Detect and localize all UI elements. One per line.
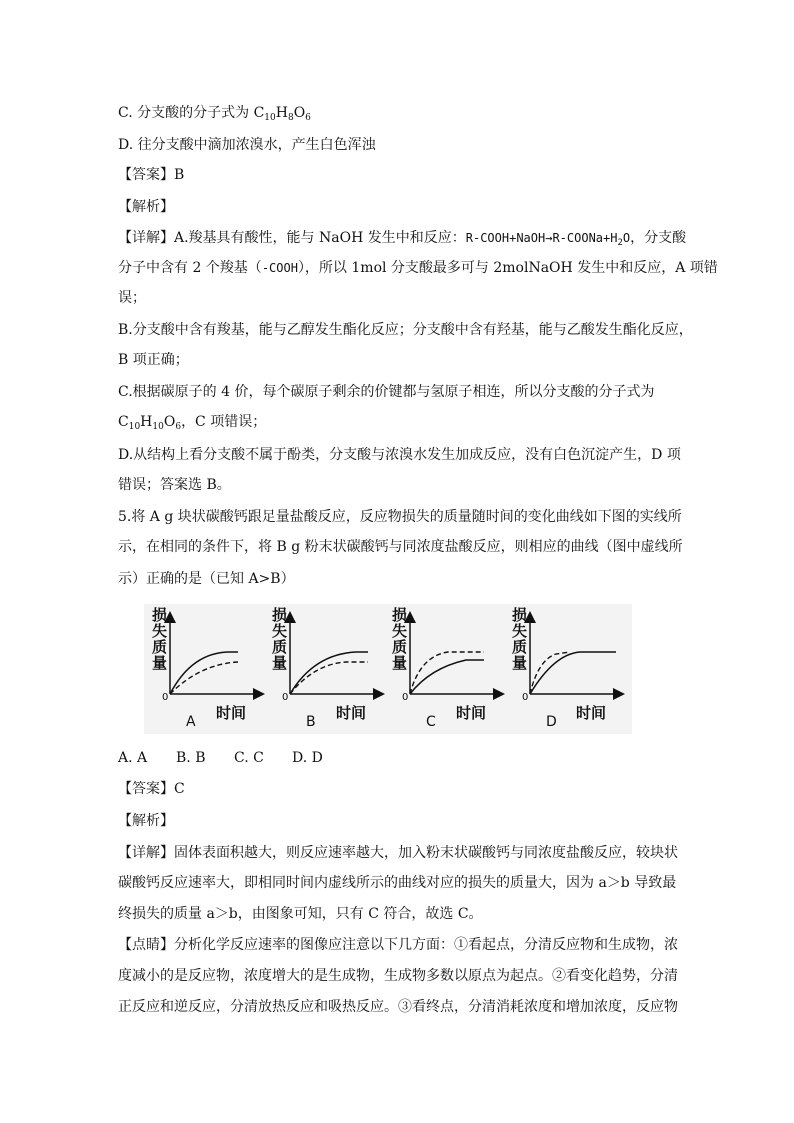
tip-line-3: 正反应和逆反应，分清放热反应和吸热反应。③看终点，分清消耗浓度和增加浓度，反应物 (118, 999, 678, 1015)
tip-line-2: 度减小的是反应物，浓度增大的是生成物，生成物多数以原点为起点。②看变化趋势，分清 (118, 968, 678, 984)
origin-label: 0 (282, 692, 289, 703)
answer-1: 【答案】B (118, 167, 185, 183)
analysis-heading-1: 【解析】 (118, 199, 174, 215)
graph-panel-b (272, 606, 382, 730)
detail-line-1: 【详解】固体表面积越大，则反应速率越大，加入粉末状碳酸钙与同浓度盐酸反应，较块状 (118, 845, 678, 861)
curve-group (530, 652, 616, 694)
x-axis-label: 时间 (456, 704, 487, 722)
origin-label: 0 (522, 692, 529, 703)
option-d-line: D. 往分支酸中滴加浓溴水，产生白色浑浊 (118, 137, 376, 153)
solid-curve (410, 660, 484, 694)
option-d[interactable]: D. D (292, 750, 323, 766)
dashed-curve (530, 652, 570, 694)
dashed-curve (410, 652, 484, 694)
solid-curve (170, 652, 238, 694)
y-axis-label-char: 损 (512, 606, 528, 624)
analysis-d-line-2: 错误；答案选 B。 (118, 477, 231, 493)
analysis-d-line-1: D.从结构上看分支酸不属于酚类，分支酸与浓溴水发生加成反应，没有白色沉淀产生，D 项 (118, 447, 681, 463)
y-axis-label-char: 失 (392, 622, 408, 640)
origin-label: 0 (402, 692, 409, 703)
y-axis-label-char: 质 (392, 638, 408, 656)
graph-panel-d (512, 606, 622, 730)
y-axis-label-char: 失 (272, 622, 288, 640)
curve-group (410, 652, 484, 694)
panel-letter-label: C (426, 714, 436, 730)
y-axis-label-char: 质 (152, 638, 168, 656)
solid-curve (290, 652, 368, 694)
y-axis-label-char: 失 (152, 622, 168, 640)
question-5-line-3: 示）正确的是（已知 A>B） (118, 571, 295, 587)
origin-label: 0 (162, 692, 169, 703)
y-axis-label-char: 损 (152, 606, 168, 624)
question-5-figure (144, 604, 632, 734)
analysis-b-line-1: B.分支酸中含有羧基，能与乙醇发生酯化反应；分支酸中含有羟基，能与乙酸发生酯化反应， (118, 322, 693, 338)
detail-line-2: 碳酸钙反应速率大，即相同时间内虚线所示的曲线对应的损失的质量大，因为 a＞b 导致最 (118, 875, 677, 891)
y-axis-label-char: 失 (512, 622, 528, 640)
option-c[interactable]: C. C (234, 750, 264, 766)
x-axis-label: 时间 (576, 704, 607, 722)
y-axis-label-char: 损 (272, 606, 288, 624)
analysis-heading-2: 【解析】 (118, 813, 174, 829)
y-axis-label-char: 质 (272, 638, 288, 656)
option-b[interactable]: B. B (176, 750, 206, 766)
y-axis-label-char: 损 (392, 606, 408, 624)
y-axis-label-char: 量 (152, 654, 168, 672)
graph-panel-a (152, 606, 262, 730)
detail-line-3: 终损失的质量 a＞b，由图象可知，只有 C 符合，故选 C。 (118, 906, 483, 922)
tip-line-1: 【点睛】分析化学反应速率的图像应注意以下几方面：①看起点，分清反应物和生成物，浓 (118, 937, 678, 953)
option-a[interactable]: A. A (118, 750, 148, 766)
analysis-a-line-2: 分子中含有 2 个羧基（-COOH），所以 1mol 分支酸最多可与 2molNaOH 发生中和反应，A 项错 (118, 260, 718, 276)
option-c-line: C. 分支酸的分子式为 $C_{10}H_8O_6$ (118, 105, 311, 123)
analysis-a-line-1: 【详解】A.羧基具有酸性，能与 NaOH 发生中和反应：$R-COOH+NaOH\to R-COONa+H_2O$，分支酸 (118, 230, 687, 248)
solid-curve (530, 652, 616, 694)
analysis-c-line-1: C.根据碳原子的 4 价，每个碳原子剩余的价键都与氢原子相连，所以分支酸的分子式为 (118, 384, 655, 400)
panel-letter-label: D (546, 714, 557, 730)
question-5-line-1: 5.将 A g 块状碳酸钙跟足量盐酸反应，反应物损失的质量随时间的变化曲线如下图的实线所 (118, 509, 682, 525)
answer-2: 【答案】C (118, 781, 185, 797)
y-axis-label-char: 量 (392, 654, 408, 672)
question-5-line-2: 示，在相同的条件下，将 B g 粉末状碳酸钙与同浓度盐酸反应，则相应的曲线（图中虚线所 (118, 539, 683, 555)
curve-group (170, 652, 238, 694)
x-axis-label: 时间 (336, 704, 367, 722)
y-axis-label-char: 质 (512, 638, 528, 656)
analysis-a-line-3: 误； (118, 290, 146, 306)
analysis-b-line-2: B 项正确； (118, 352, 189, 368)
y-axis-label-char: 量 (512, 654, 528, 672)
x-axis-label: 时间 (216, 704, 247, 722)
panel-letter-label: B (306, 714, 316, 730)
curve-group (290, 652, 368, 694)
options-row (118, 748, 323, 768)
analysis-c-line-2: $C_{10}H_{10}O_6$，C 项错误； (118, 414, 267, 432)
panel-letter-label: A (186, 714, 196, 730)
graph-panel-c (392, 606, 502, 730)
y-axis-label-char: 量 (272, 654, 288, 672)
